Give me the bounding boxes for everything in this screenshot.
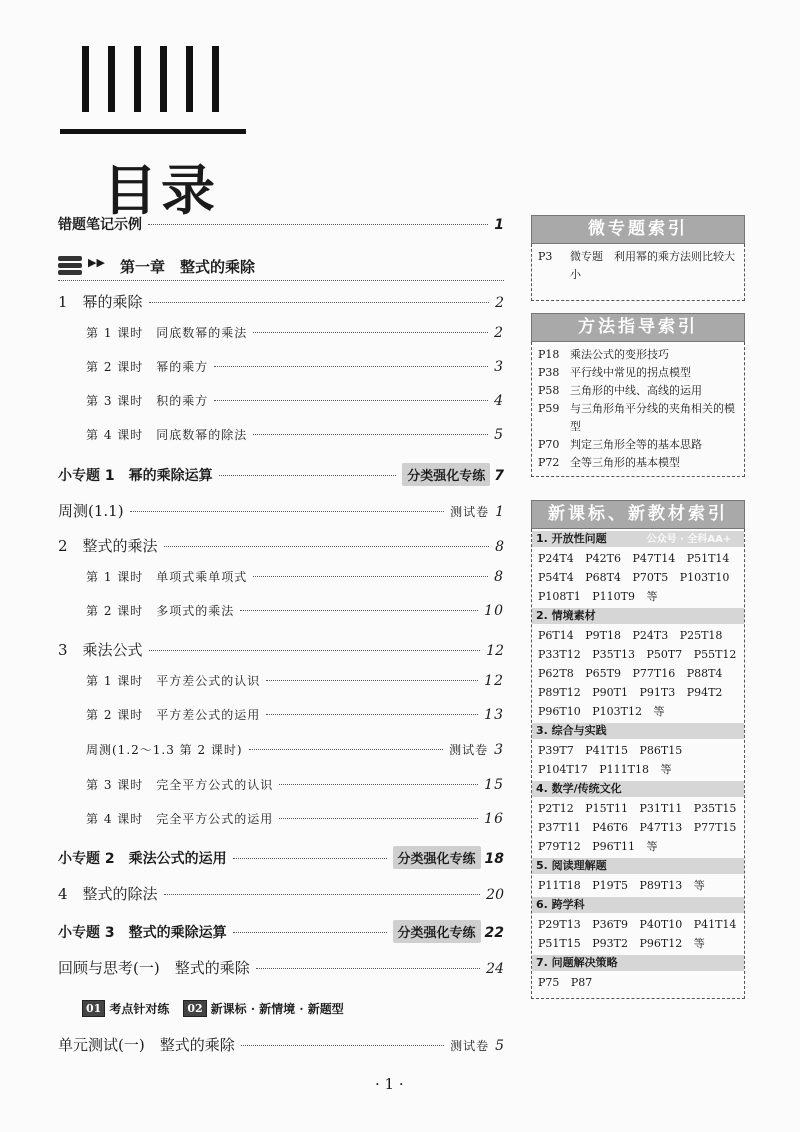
index-page: P58 — [538, 384, 560, 397]
toc-page: 20 — [486, 887, 504, 903]
index-text: 乘法公式的变形技巧 — [570, 348, 669, 361]
toc-page: 22 — [484, 925, 504, 941]
section-name: 5. 阅读理解题 — [536, 859, 607, 872]
toc-label: 3 乘法公式 — [58, 641, 143, 659]
toc-page: 1 — [494, 217, 504, 233]
index-item[interactable] — [538, 436, 738, 454]
index-codes: P11T18 P19T5 P89T13 等 — [538, 879, 705, 892]
toc-label: 第 3 课时 积的乘方 — [86, 394, 209, 408]
index-page: P70 — [538, 438, 560, 451]
toc-page: 8 — [494, 569, 504, 585]
toc-label: 第 4 课时 同底数幂的除法 — [86, 428, 248, 442]
index-codes: P29T13 P36T9 P40T10 P41T14 P51T15 P93T2 P96T12 等 — [538, 918, 737, 950]
index-page: P59 — [538, 402, 560, 415]
watermark: 公众号 · 全科AA+ — [646, 534, 732, 545]
index-page: P18 — [538, 348, 560, 361]
test-paper-prefix: 测试卷 — [450, 505, 490, 519]
index-codes: P75 P87 — [538, 976, 593, 989]
book-icon — [58, 256, 82, 277]
toc-row[interactable] — [58, 706, 504, 723]
toc-row[interactable] — [58, 776, 504, 793]
index-section-header — [532, 781, 744, 797]
toc-row[interactable] — [58, 426, 504, 443]
test-paper-prefix: 测试卷 — [450, 1039, 490, 1053]
index-section-header — [532, 608, 744, 624]
section-name: 4. 数学/传统文化 — [536, 782, 622, 795]
index-item[interactable] — [538, 248, 738, 284]
toc-row[interactable] — [58, 358, 504, 375]
chapter-heading[interactable] — [58, 252, 504, 282]
toc-page: 7 — [494, 468, 504, 484]
toc-page: 15 — [484, 777, 504, 793]
index-text: 全等三角形的基本模型 — [570, 456, 680, 469]
toc-row[interactable] — [58, 500, 504, 521]
toc-label: 小专题 2 乘法公式的运用 — [58, 851, 227, 867]
toc-page: 1 — [495, 504, 504, 520]
index-section-header — [532, 723, 744, 739]
section-name: 6. 跨学科 — [536, 898, 585, 911]
toc-label: 第 3 课时 完全平方公式的认识 — [86, 778, 274, 792]
practice-tag: 分类强化专练 — [393, 920, 481, 943]
toc-row[interactable] — [58, 639, 504, 660]
toc-label: 2 整式的乘法 — [58, 537, 158, 555]
header-rule — [60, 129, 246, 134]
toc-label: 回顾与思考(一) 整式的乘除 — [58, 959, 250, 977]
toc-row[interactable] — [58, 741, 504, 758]
toc-page: 16 — [484, 811, 504, 827]
toc-label: 第 2 课时 平方差公式的运用 — [86, 708, 261, 722]
toc-row[interactable] — [58, 463, 504, 486]
index-page: P72 — [538, 456, 560, 469]
index-codes: P39T7 P41T15 P86T15 P104T17 P111T18 等 — [538, 744, 683, 776]
index-codes: P24T4 P42T6 P47T14 P51T14 P54T4 P68T4 P70T5 P103T10 P108T1 P110T9 等 — [538, 552, 730, 603]
toc-page: 24 — [486, 961, 504, 977]
bottom-tag: 02 新课标 · 新情境 · 新题型 — [183, 1000, 343, 1017]
toc-page: 8 — [495, 539, 504, 555]
section-name: 7. 问题解决策略 — [536, 956, 618, 969]
toc-page: 5 — [494, 427, 504, 443]
index-item[interactable] — [538, 454, 738, 472]
toc-row[interactable] — [58, 957, 504, 978]
toc-label: 第 4 课时 完全平方公式的运用 — [86, 812, 274, 826]
toc-row[interactable] — [58, 810, 504, 827]
test-paper-prefix: 测试卷 — [449, 743, 489, 757]
toc-row[interactable] — [58, 324, 504, 341]
practice-tag: 分类强化专练 — [393, 846, 481, 869]
new-standard-panel — [531, 500, 745, 999]
toc-row[interactable] — [58, 392, 504, 409]
practice-tag: 分类强化专练 — [402, 463, 490, 486]
toc-page: 5 — [495, 1038, 504, 1054]
toc-label: 第 1 课时 同底数幂的乘法 — [86, 326, 248, 340]
panel-title: 微专题索引 — [531, 215, 745, 244]
arrow-icon: ▶▶ — [88, 256, 105, 269]
toc-intro[interactable] — [58, 214, 504, 234]
micro-topic-panel — [531, 215, 745, 301]
index-page: P3 — [538, 250, 553, 263]
toc-label: 第 2 课时 多项式的乘法 — [86, 604, 235, 618]
section-name: 3. 综合与实践 — [536, 724, 607, 737]
toc-page: 3 — [494, 742, 504, 758]
index-section-header — [532, 858, 744, 874]
toc-page: 4 — [494, 393, 504, 409]
index-codes: P2T12 P15T11 P31T11 P35T15 P37T11 P46T6 P47T13 P77T15 P79T12 P96T11 等 — [538, 802, 737, 853]
toc-page: 2 — [494, 325, 504, 341]
toc-row[interactable] — [58, 672, 504, 689]
index-item[interactable] — [538, 364, 738, 382]
toc-row[interactable] — [58, 1034, 504, 1055]
index-section-header — [532, 531, 744, 547]
index-codes: P6T14 P9T18 P24T3 P25T18 P33T12 P35T13 P50T7 P55T12 P62T8 P65T9 P77T16 P88T4 P89T12 P90T1 P91T3 P94T2 P96T10 P103T12 等 — [538, 629, 737, 718]
index-item[interactable] — [538, 346, 738, 364]
toc-row[interactable] — [58, 535, 504, 556]
index-section-header — [532, 955, 744, 971]
toc-row[interactable] — [58, 920, 504, 943]
toc-row[interactable] — [58, 602, 504, 619]
toc-page: 13 — [484, 707, 504, 723]
toc-label: 第 1 课时 单项式乘单项式 — [86, 570, 248, 584]
section-name: 1. 开放性问题 — [536, 532, 607, 545]
page-title: 目录 — [103, 159, 219, 222]
toc-label: 第 1 课时 平方差公式的认识 — [86, 674, 261, 688]
method-panel — [531, 313, 745, 477]
toc-row[interactable] — [58, 291, 504, 312]
section-name: 2. 情境素材 — [536, 609, 596, 622]
toc-label: 1 幂的乘除 — [58, 293, 143, 311]
toc-label: 小专题 1 幂的乘除运算 — [58, 468, 213, 484]
toc-label: 错题笔记示例 — [58, 217, 142, 233]
toc-label: 周测(1.1) — [58, 502, 124, 520]
bottom-tag: 01 考点针对练 — [82, 1000, 169, 1017]
page-number: · 1 · — [375, 1075, 404, 1093]
index-text: 与三角形角平分线的夹角相关的模型 — [570, 402, 735, 433]
toc-label: 周测(1.2～1.3 第 2 课时) — [86, 743, 243, 757]
index-text: 平行线中常见的拐点模型 — [570, 366, 691, 379]
panel-title: 方法指导索引 — [531, 313, 745, 342]
toc-page: 2 — [495, 295, 504, 311]
bottom-tags — [82, 1000, 344, 1017]
index-item[interactable] — [538, 382, 738, 400]
toc-page: 12 — [486, 643, 504, 659]
index-text: 微专题 利用幂的乘方法则比较大小 — [570, 250, 735, 281]
toc-row[interactable] — [58, 568, 504, 585]
toc-page: 12 — [484, 673, 504, 689]
index-page: P38 — [538, 366, 560, 379]
index-item[interactable] — [538, 400, 738, 436]
toc-page: 3 — [494, 359, 504, 375]
toc-row[interactable] — [58, 883, 504, 904]
toc-page: 10 — [484, 603, 504, 619]
index-section-header — [532, 897, 744, 913]
index-text: 三角形的中线、高线的运用 — [570, 384, 702, 397]
index-text: 判定三角形全等的基本思路 — [570, 438, 702, 451]
toc-label: 小专题 3 整式的乘除运算 — [58, 925, 227, 941]
chapter-title: 第一章 整式的乘除 — [120, 258, 256, 276]
toc-label: 单元测试(一) 整式的乘除 — [58, 1036, 235, 1054]
toc-label: 4 整式的除法 — [58, 885, 158, 903]
toc-page: 18 — [484, 851, 504, 867]
toc-row[interactable] — [58, 846, 504, 869]
toc-label: 第 2 课时 幂的乘方 — [86, 360, 209, 374]
panel-title: 新课标、新教材索引 — [531, 500, 745, 529]
